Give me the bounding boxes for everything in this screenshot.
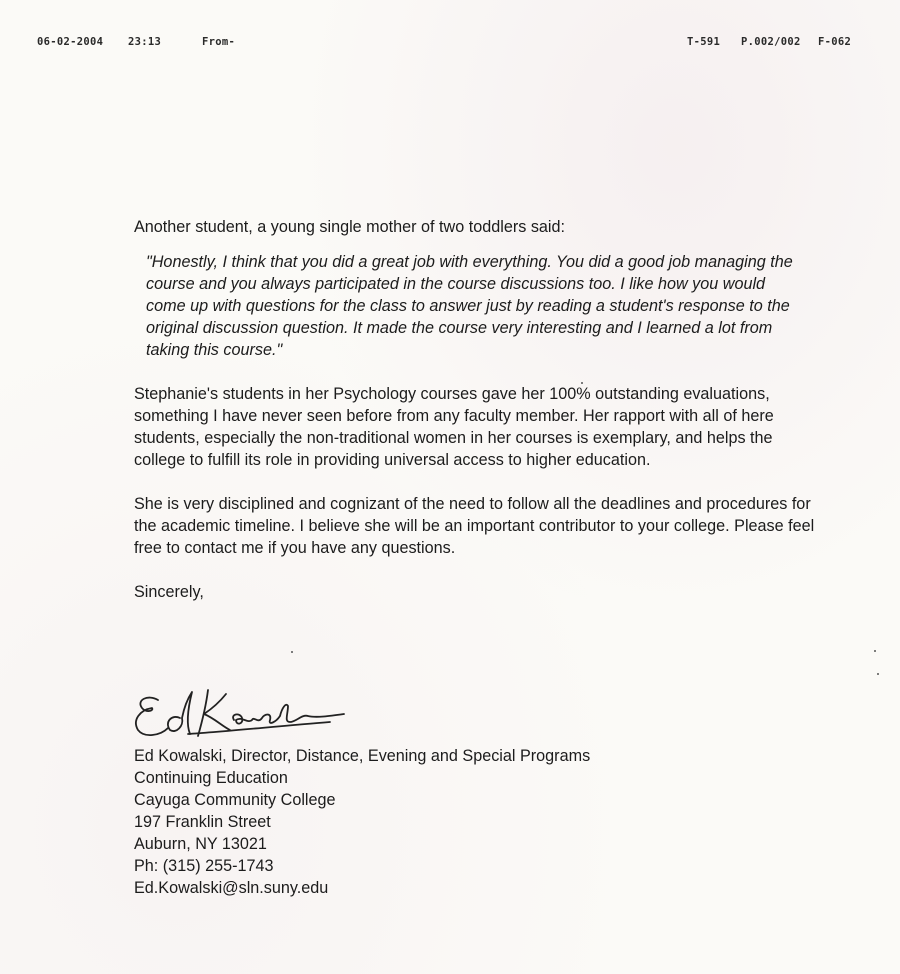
fax-page-number: P.002/002	[741, 36, 801, 48]
phone: Ph: (315) 255-1743	[134, 857, 274, 875]
fax-time: 23:13	[128, 36, 162, 48]
contact-block	[134, 745, 590, 899]
email: Ed.Kowalski@sln.suny.edu	[134, 879, 329, 897]
paragraph-evaluations: Stephanie's students in her Psychology courses gave her 100% outstanding evaluations, something I have never seen before from any faculty member. Her rapport with all of here students, especially the non-traditional women in her courses is exemplary, and helps the college to fulfill its role in providing universal access to higher education.	[134, 385, 774, 469]
scan-speck	[877, 673, 879, 675]
paragraph-recommendation: She is very disciplined and cognizant of the need to follow all the deadlines and procedures for the academic timeline. I believe she will be an important contributor to your college. Please feel free to contact me if you have any questions.	[134, 495, 815, 557]
fax-date: 06-02-2004	[37, 36, 104, 48]
city-state-zip: Auburn, NY 13021	[134, 835, 267, 853]
fax-code: F-062	[818, 36, 852, 48]
letter-body	[134, 216, 834, 603]
institution: Cayuga Community College	[134, 791, 336, 809]
department: Continuing Education	[134, 769, 288, 787]
student-quote: "Honestly, I think that you did a great job with everything. You did a good job managing the course and you always participated in the course discussions too. I like how you would come up with questions for the class to answer just by reading a student's response to the original discussion question. It made the course very interesting and I learned a lot from taking this course."	[146, 253, 793, 359]
fax-transmission-id: T-591	[687, 36, 721, 48]
street-address: 197 Franklin Street	[134, 813, 271, 831]
scan-speck	[291, 651, 293, 653]
signer-name-title: Ed Kowalski, Director, Distance, Evening and Special Programs	[134, 747, 591, 765]
closing: Sincerely,	[134, 583, 204, 601]
intro-line: Another student, a young single mother of two toddlers said:	[134, 218, 566, 236]
scan-speck	[581, 382, 583, 384]
fax-from: From-	[202, 36, 236, 48]
scan-speck	[874, 650, 876, 652]
fax-header	[0, 36, 900, 56]
handwritten-signature	[130, 678, 380, 750]
